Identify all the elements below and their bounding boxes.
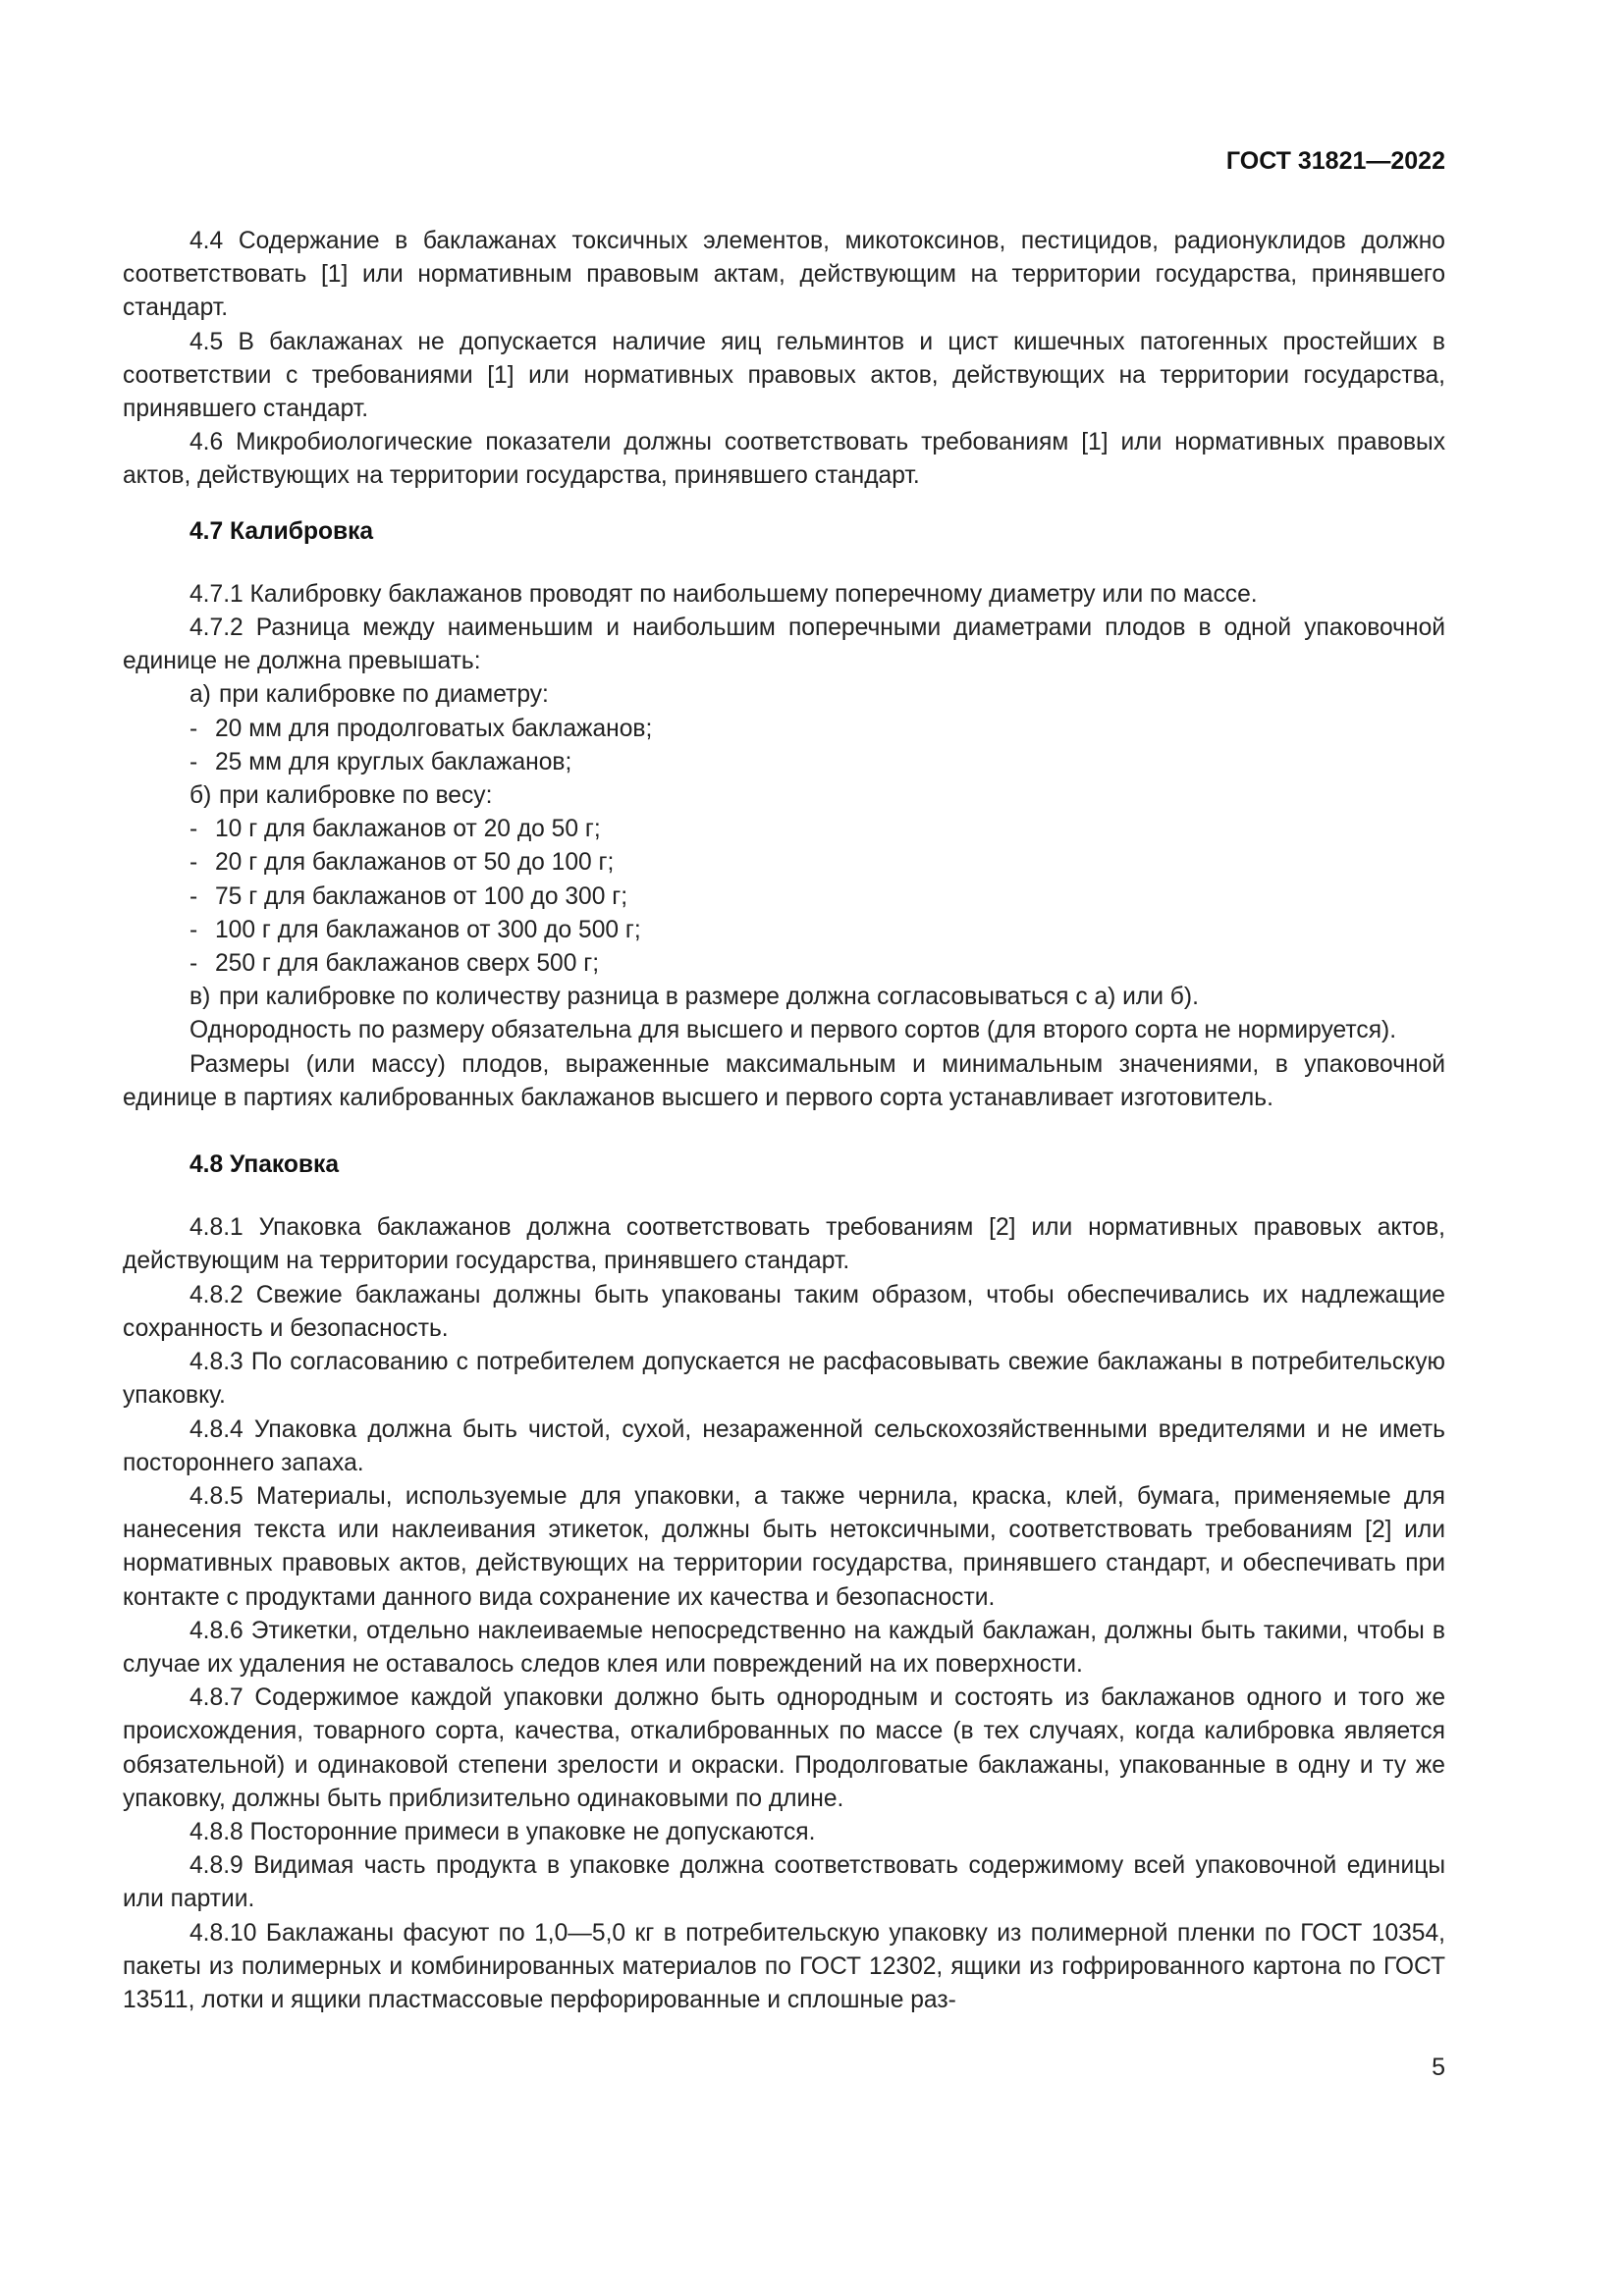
paragraph-4-8-6: 4.8.6 Этикетки, отдельно наклеиваемые непосредственно на каждый баклажан, должны быть такими, чтобы в случае их удаления не оставалось следов клея или повреждений на их поверхности. — [123, 1617, 1445, 1678]
paragraph-4-8-4: 4.8.4 Упаковка должна быть чистой, сухой, незараженной сельскохозяйственными вредителями и не иметь постороннего запаха. — [123, 1415, 1445, 1476]
paragraph-4-8-8: 4.8.8 Посторонние примеси в упаковке не допускаются. — [189, 1818, 816, 1845]
page-number: 5 — [1432, 2054, 1445, 2081]
list-item-c: в) при калибровке по количеству разница в размере должна согласовываться с а) или б). — [189, 984, 1199, 1011]
paragraph-4-8-9: 4.8.9 Видимая часть продукта в упаковке должна соответствовать содержимому всей упаковочной единицы или партии. — [123, 1852, 1445, 1913]
list-item: - 75 г для баклажанов от 100 до 300 г; — [189, 882, 628, 910]
document-body — [123, 225, 1445, 2017]
paragraph-4-4: 4.4 Содержание в баклажанах токсичных элементов, микотоксинов, пестицидов, радионуклидов должно соответствовать [1] или нормативным правовым актам, действующим на территории государства, принявшего стандарт. — [123, 228, 1445, 322]
paragraph-4-8-7: 4.8.7 Содержимое каждой упаковки должно быть однородным и состоять из баклажанов одного и того же происхождения, товарного сорта, качества, откалиброванных по массе (в тех случаях, когда калибровка является обязательной) и одинаковой степени зрелости и окраски. Продолговатые баклажаны, упакованные в одну и ту же упаковку, должны быть приблизительно одинаковыми по длине. — [123, 1684, 1445, 1812]
paragraph-4-7-1: 4.7.1 Калибровку баклажанов проводят по наибольшему поперечному диаметру или по массе. — [189, 580, 1258, 608]
list-item: - 25 мм для круглых баклажанов; — [189, 748, 572, 775]
section-heading-calibration: 4.7 Калибровка — [189, 517, 374, 545]
paragraph-uniformity: Однородность по размеру обязательна для высшего и первого сортов (для второго сорта не нормируется). — [189, 1017, 1397, 1044]
standard-designation: ГОСТ 31821—2022 — [1225, 147, 1445, 175]
paragraph-sizes: Размеры (или массу) плодов, выраженные максимальным и минимальным значениями, в упаковочной единице в партиях калиброванных баклажанов высшего и первого сорта устанавливает изготовитель. — [123, 1050, 1445, 1111]
list-item-a: а) при калибровке по диаметру: — [189, 681, 549, 709]
section-heading-packaging: 4.8 Упаковка — [189, 1151, 340, 1179]
list-item-b: б) при калибровке по весу: — [189, 782, 493, 810]
paragraph-4-8-2: 4.8.2 Свежие баклажаны должны быть упакованы таким образом, чтобы обеспечивались их надлежащие сохранность и безопасность. — [123, 1281, 1445, 1342]
paragraph-4-8-3: 4.8.3 По согласованию с потребителем допускается не расфасовывать свежие баклажаны в потребительскую упаковку. — [123, 1349, 1445, 1410]
list-item: - 100 г для баклажанов от 300 до 500 г; — [189, 916, 641, 943]
paragraph-4-8-1: 4.8.1 Упаковка баклажанов должна соответствовать требованиям [2] или нормативных правовых актов, действующим на территории государства, принявшего стандарт. — [123, 1214, 1445, 1275]
list-item: - 10 г для баклажанов от 20 до 50 г; — [189, 816, 601, 843]
paragraph-4-5: 4.5 В баклажанах не допускается наличие яиц гельминтов и цист кишечных патогенных простейших в соответствии с требованиями [1] или нормативных правовых актов, действующих на территории государства, принявшего стандарт. — [123, 328, 1445, 423]
paragraph-4-7-2: 4.7.2 Разница между наименьшим и наибольшим поперечными диаметрами плодов в одной упаковочной единице не должна превышать: — [123, 614, 1445, 675]
paragraph-4-6: 4.6 Микробиологические показатели должны соответствовать требованиям [1] или нормативных правовых актов, действующих на территории государства, принявшего стандарт. — [123, 429, 1445, 490]
paragraph-4-8-5: 4.8.5 Материалы, используемые для упаковки, а также чернила, краска, клей, бумага, применяемые для нанесения текста или наклеивания этикеток, должны быть нетоксичными, соответствовать требованиям [2] или нормативных правовых актов, действующих на территории государства, принявшего стандарт, и обеспечивать при контакте с продуктами данного вида сохранение их качества и безопасности. — [123, 1482, 1445, 1611]
list-item: - 250 г для баклажанов сверх 500 г; — [189, 950, 600, 978]
list-item: - 20 г для баклажанов от 50 до 100 г; — [189, 849, 615, 877]
list-item: - 20 мм для продолговатых баклажанов; — [189, 715, 653, 742]
paragraph-4-8-10: 4.8.10 Баклажаны фасуют по 1,0—5,0 кг в потребительскую упаковку из полимерной пленки по ГОСТ 10354, пакеты из полимерных и комбинированных материалов по ГОСТ 12302, ящики из гофрированного картона по ГОСТ 13511, лотки и ящики пластмассовые перфорированные и сплошные раз- — [123, 1919, 1445, 2013]
